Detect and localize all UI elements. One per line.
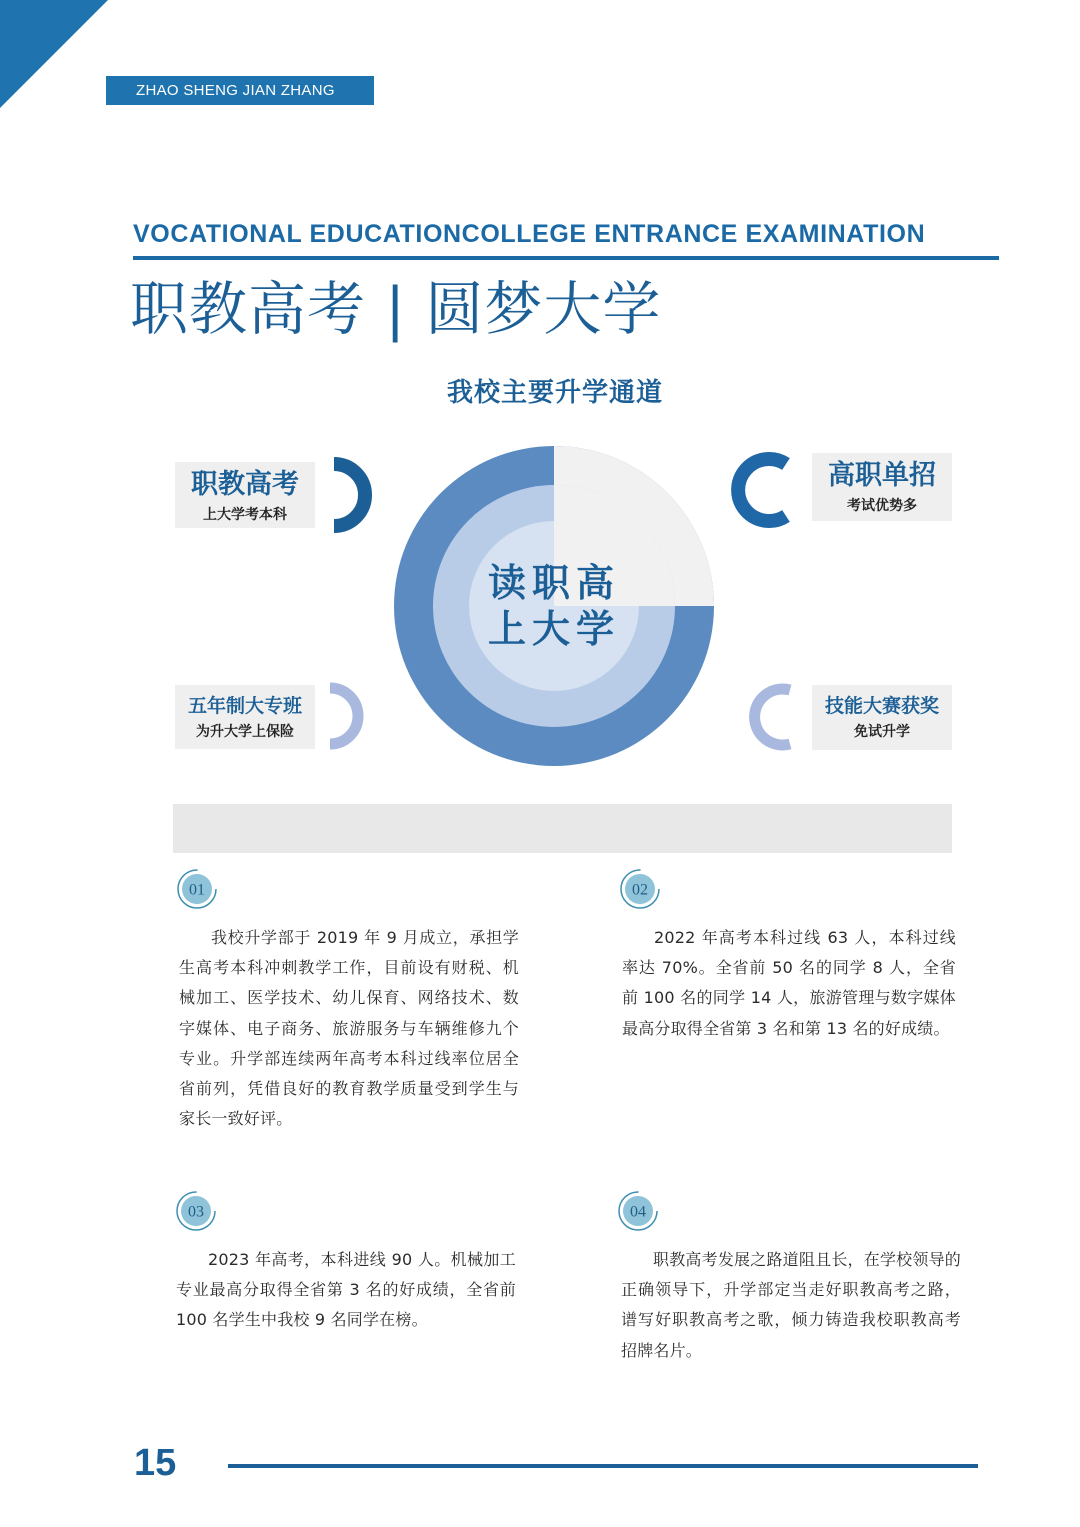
header-tag: ZHAO SHENG JIAN ZHANG	[106, 76, 374, 105]
paragraph-02: 2022 年高考本科过线 63 人，本科过线率达 70%。全省前 50 名的同学 8 人，全省前 100 名的同学 14 人，旅游管理与数字媒体最高分取得全省第 3 名和第 13 名的好成绩。	[622, 928, 956, 1038]
channel-label-1	[175, 462, 315, 528]
badge-number: 04	[630, 1203, 646, 1221]
heading-rule	[133, 256, 999, 260]
paragraph-04: 职教高考发展之路道阻且长，在学校领导的正确领导下，升学部定当走好职教高考之路，谱写好职教高考之歌，倾力铸造我校职教高考招牌名片。	[621, 1250, 961, 1360]
english-heading: VOCATIONAL EDUCATIONCOLLEGE ENTRANCE EXAMINATION	[133, 220, 926, 248]
footer-rule	[228, 1464, 978, 1468]
channel-label-3	[175, 685, 315, 749]
divider-band	[173, 804, 952, 853]
number-badge-02	[620, 869, 660, 909]
badge-number: 01	[189, 881, 205, 899]
badge-number: 03	[188, 1203, 204, 1221]
paragraph-03: 2023 年高考，本科进线 90 人。机械加工专业最高分取得全省第 3 名的好成绩，全省前 100 名学生中我校 9 名同学在榜。	[176, 1250, 516, 1330]
number-badge-03	[176, 1191, 216, 1231]
number-badge-01	[177, 869, 217, 909]
channel-subtitle: 为升大学上保险	[196, 724, 294, 740]
section-title: 我校主要升学通道	[446, 378, 663, 408]
channel-subtitle: 考试优势多	[847, 498, 917, 514]
badge-number: 02	[632, 881, 648, 899]
channel-label-4	[812, 685, 952, 750]
corner-triangle-decoration	[0, 0, 110, 110]
channel-label-2	[812, 453, 952, 521]
page-number: 15	[134, 1442, 177, 1484]
channel-title: 职教高考	[191, 469, 299, 500]
page-title: 职教高考 | 圆梦大学	[130, 275, 662, 343]
channel-title: 技能大赛获奖	[824, 695, 939, 717]
paragraph-01: 我校升学部于 2019 年 9 月成立，承担学生高考本科冲刺教学工作，目前设有财税、机械加工、医学技术、幼儿保育、网络技术、数字媒体、电子商务、旅游服务与车辆维修九个专业。升学部连续两年高考本科过线率位居全省前列，凭借良好的教育教学质量受到学生与家长一致好评。	[179, 928, 519, 1129]
arc-decoration-3	[330, 688, 358, 744]
channel-subtitle: 上大学考本科	[203, 507, 287, 523]
diagram-center-text	[474, 560, 634, 652]
center-line-1: 读职高	[487, 561, 620, 605]
number-badge-04	[618, 1191, 658, 1231]
arc-decoration-2	[738, 459, 786, 521]
arc-decoration-4	[755, 689, 790, 745]
channel-subtitle: 免试升学	[854, 724, 910, 740]
channel-title: 高职单招	[828, 460, 936, 491]
channel-title: 五年制大专班	[187, 695, 302, 717]
center-line-2: 上大学	[487, 607, 620, 651]
arc-decoration-1	[334, 464, 365, 526]
